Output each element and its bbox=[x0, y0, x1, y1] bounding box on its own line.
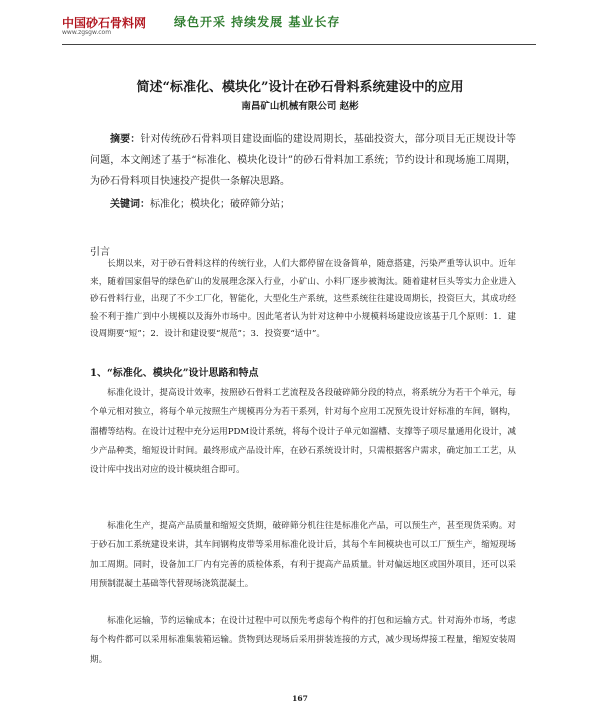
site-url: www.zgsgw.com bbox=[62, 29, 112, 36]
page-number: 167 bbox=[292, 694, 308, 703]
intro-paragraph: 长期以来，对于砂石骨料这样的传统行业，人们大都停留在设备简单，随意搭建，污染严重等认识中。近年来，随着国家倡导的绿色矿山的发展理念深入行业，小矿山、小料厂逐步被淘汰。随着建材巨头等实力企业进入砂石骨料行业，出现了不少工厂化，智能化，大型化生产系统，这些系统往往建设周期长，投资巨大，其成功经验不利于推广到中小规模以及海外市场中。因此笔者认为针对这种中小规模料场建设应该基于几个原则：1．建设周期要“短”；2．设计和建设要“规范”；3．投资要“适中”。 bbox=[90, 259, 516, 340]
keywords-label: 关键词： bbox=[110, 199, 150, 210]
section1-paragraph-3: 标准化运输，节约运输成本；在设计过程中可以预先考虑每个构件的打包和运输方式。针对海外市场，考虑每个构件都可以采用标准集装箱运输。货物到达现场后采用拼装连接的方式，减少现场焊接工程量，缩短安装周期。 bbox=[90, 616, 516, 665]
abstract-label: 摘要： bbox=[110, 134, 141, 145]
keywords bbox=[90, 196, 516, 214]
intro-heading: 引言 bbox=[90, 247, 110, 258]
site-slogan: 绿色开采 持续发展 基业长存 bbox=[174, 15, 341, 29]
section1-heading: 1、“标准化、模块化”设计思路和特点 bbox=[90, 368, 259, 379]
article-title: 简述“标准化、模块化”设计在砂石骨料系统建设中的应用 bbox=[136, 80, 464, 95]
article-author: 南昌矿山机械有限公司 赵彬 bbox=[241, 101, 359, 112]
keywords-text: 标准化；模块化；破碎筛分站； bbox=[150, 199, 290, 210]
abstract-text: 针对传统砂石骨料项目建设面临的建设周期长，基础投资大，部分项目无正规设计等问题，本文阐述了基于“标准化、模块化设计”的砂石骨料加工系统；节约设计和现场施工周期，为砂石骨料项目快速投产提供一条解决思路。 bbox=[90, 134, 517, 187]
section1-paragraph-1: 标准化设计，提高设计效率，按照砂石骨料工艺流程及各段破碎筛分段的特点，将系统分为若干个单元，每个单元相对独立，将每个单元按照生产规模再分为若干系列，针对每个应用工况预先设计好标准的车间，钢构，溜槽等结构。在设计过程中充分运用PDM设计系统，将每个设计子单元如溜槽、支撑等子项尽量通用化设计，减少产品种类，缩短设计时间。最终形成产品设计库，在砂石系统设计时，只需根据客户需求，确定加工工艺，从设计库中找出对应的设计模块组合即可。 bbox=[90, 388, 516, 476]
header-divider bbox=[62, 44, 536, 45]
abstract bbox=[90, 129, 516, 192]
site-header bbox=[62, 14, 542, 54]
section1-paragraph-2: 标准化生产，提高产品质量和缩短交货期，破碎筛分机往往是标准化产品，可以预生产，甚至现货采购。对于砂石加工系统建设来讲，其车间钢构皮带等采用标准化设计后，其每个车间模块也可以工厂预生产，缩短现场加工周期。同时，设备加工厂内有完善的质检体系，有利于提高产品质量。针对偏远地区或国外项目，还可以采用预制混凝土基础等代替现场浇筑混凝土。 bbox=[90, 521, 516, 589]
site-logo: 中国砂石骨料网 bbox=[62, 16, 147, 30]
